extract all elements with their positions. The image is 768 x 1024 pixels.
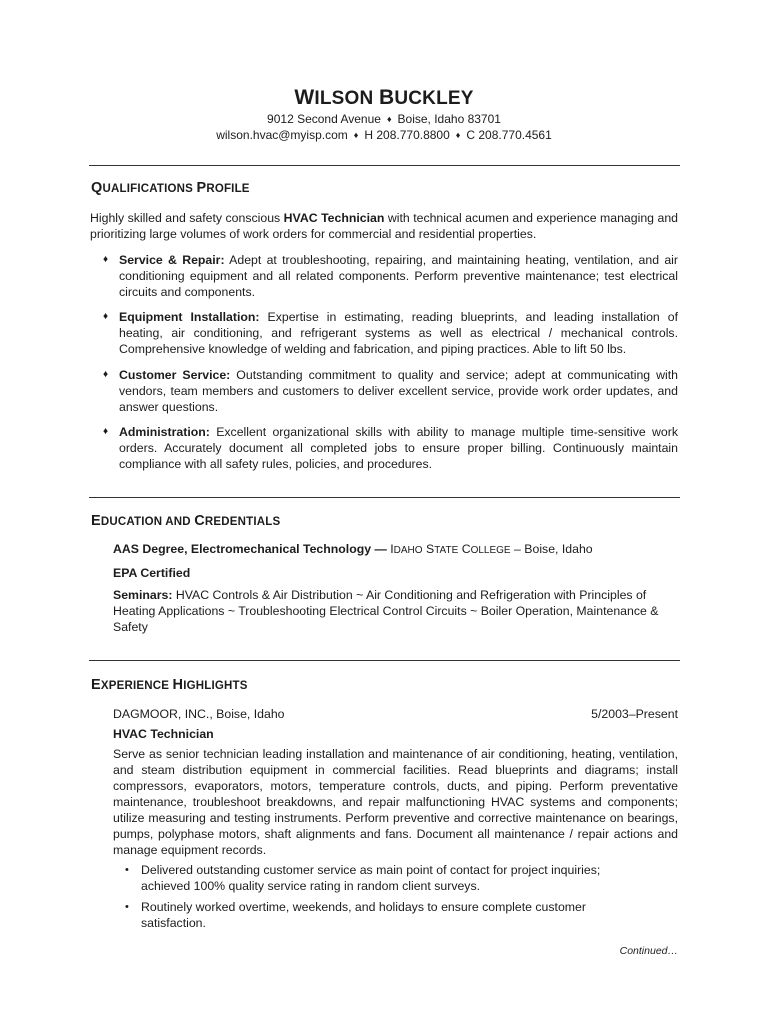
section-divider — [89, 660, 680, 661]
bullet-icon: • — [125, 901, 129, 913]
bullet-icon: • — [125, 864, 129, 876]
contact-line — [0, 127, 768, 143]
list-item: ♦ Service & Repair: Adept at troubleshooting, repairing, and maintaining heating, ventilation, and air conditioning equipment and all related components. Perform preventive maintenance; test electrical circuits and components. — [103, 253, 678, 299]
resume-header — [0, 86, 768, 143]
seminars: Seminars: HVAC Controls & Air Distribution ~ Air Conditioning and Refrigeration with Principles of Heating Applications ~ Troubleshooting Electrical Control Circuits ~ Boiler Operation, Maintenance & Safety — [113, 588, 659, 634]
list-item: ♦ Equipment Installation: Expertise in estimating, reading blueprints, and leading installation of heating, air conditioning, and refrigerant systems as well as electrical / mechanical controls. Comprehensive knowledge of welding and fabrication, and piping practices. Able to lift 50 lbs. — [103, 310, 678, 356]
experience-heading: EXPERIENCE HIGHLIGHTS — [91, 677, 248, 693]
employment-dates: 5/2003–Present — [591, 707, 678, 721]
diamond-bullet-icon: ♦ — [103, 311, 109, 322]
candidate-name: WILSON BUCKLEY — [294, 86, 474, 109]
city-state-zip: Boise, Idaho 83701 — [397, 112, 501, 126]
continued-note: Continued… — [619, 945, 678, 957]
list-item: ♦ Administration: Excellent organizational skills with ability to manage multiple time-sensitive work orders. Accurately document all completed jobs to ensure proper billing. Continuously maintain compliance with all safety rules, policies, and procedures. — [103, 425, 678, 471]
list-item: • Delivered outstanding customer service as main point of contact for project inquiries; achieved 100% quality service rating in random client surveys. — [125, 863, 601, 893]
separator-icon: ♦ — [353, 130, 359, 140]
section-divider — [89, 165, 680, 166]
list-item: ♦ Customer Service: Outstanding commitment to quality and service; adept at communicating with vendors, team members and customers to deliver excellent service, provide work order updates, and answer questions. — [103, 368, 679, 414]
degree-line — [113, 541, 593, 559]
diamond-bullet-icon: ♦ — [103, 426, 109, 437]
qualifications-heading: QUALIFICATIONS PROFILE — [91, 180, 250, 196]
home-phone: H 208.770.8800 — [364, 128, 450, 142]
employer: DAGMOOR, INC., Boise, Idaho — [113, 707, 285, 721]
degree: AAS Degree, Electromechanical Technology — — [113, 542, 387, 556]
certification: EPA Certified — [113, 566, 191, 580]
separator-icon: ♦ — [386, 114, 392, 124]
school-name: IDAHO STATE COLLEGE — [390, 542, 511, 556]
section-divider — [89, 497, 680, 498]
job-description: Serve as senior technician leading installation and maintenance of air conditioning, heating, ventilation, and steam distribution equipment in commercial facilities. Read blueprints and diagrams; install compressors, evaporators, motors, temperature controls, ducts, and piping. Perform preventative maintenance, troubleshoot breakdowns, and repair malfunctioning HVAC systems and components; utilize measuring and testing instruments. Perform preventive and corrective maintenance on bearings, pumps, polyphase motors, shaft alignments and fans. Document all maintenance / repair actions and manage equipment records. — [113, 747, 678, 857]
address-line — [0, 111, 768, 127]
diamond-bullet-icon: ♦ — [103, 254, 109, 265]
email-address: wilson.hvac@myisp.com — [216, 128, 348, 142]
separator-icon: ♦ — [455, 130, 461, 140]
list-item: • Routinely worked overtime, weekends, and holidays to ensure complete customer satisfaction. — [125, 900, 586, 930]
school-location: – Boise, Idaho — [510, 542, 593, 556]
employer-line — [113, 706, 678, 722]
qualifications-summary: Highly skilled and safety conscious HVAC Technician with technical acumen and experience managing and prioritizing large volumes of work orders for commercial and residential properties. — [90, 211, 678, 241]
education-heading: EDUCATION AND CREDENTIALS — [91, 513, 281, 529]
cell-phone: C 208.770.4561 — [466, 128, 552, 142]
diamond-bullet-icon: ♦ — [103, 369, 109, 380]
street-address: 9012 Second Avenue — [267, 112, 381, 126]
job-title: HVAC Technician — [113, 727, 214, 741]
